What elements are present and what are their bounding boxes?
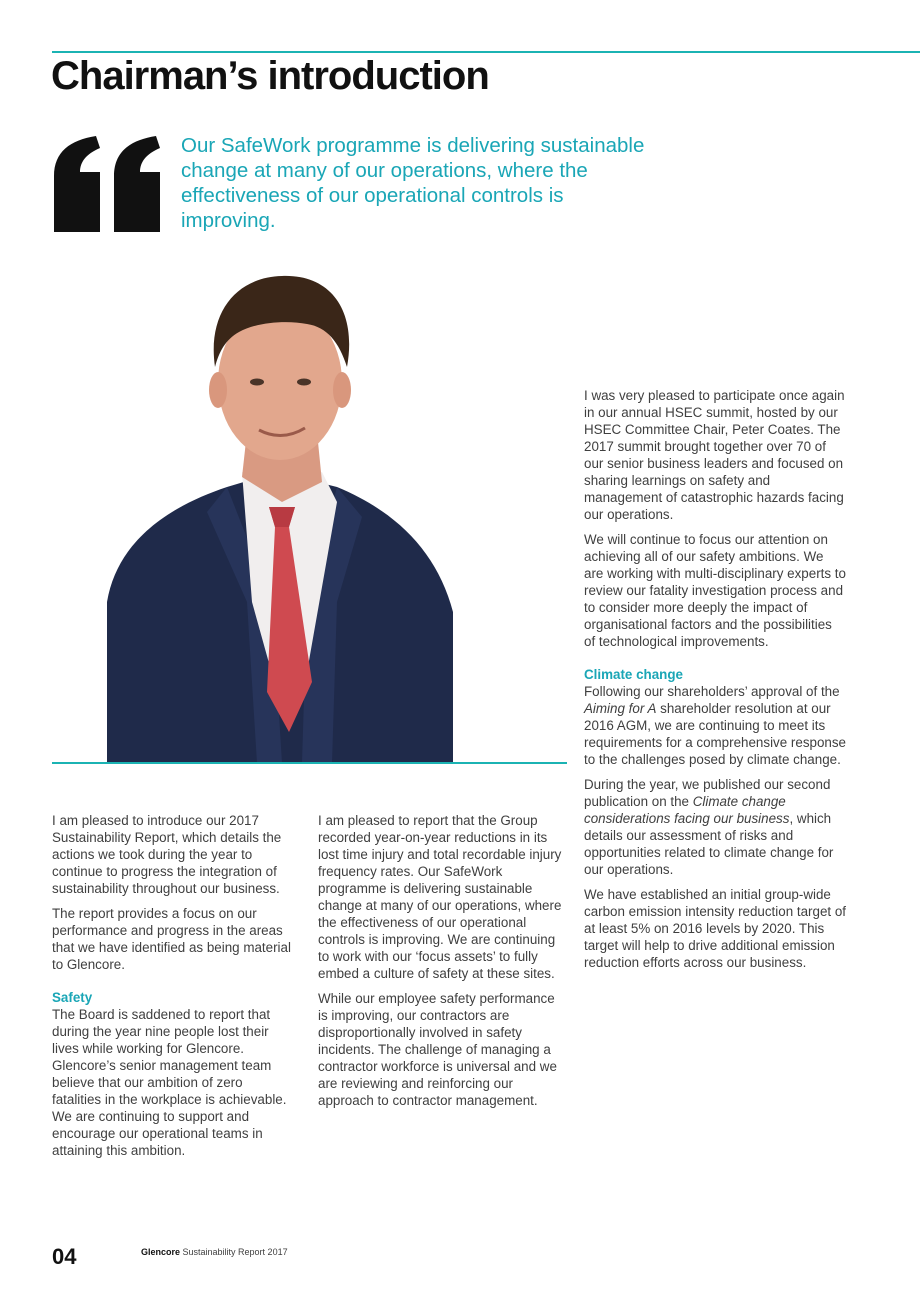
safety-paragraph: The Board is saddened to report that during the year nine people lost their lives while working for Glencore. Glencore’s senior management team believe that our ambition of zero fatalities in the workplace is achievable. We are continuing to support and encourage our operational teams in attaining this ambition. <box>52 1007 287 1158</box>
aiming-for-a-paragraph: Following our shareholders’ approval of the Aiming for A shareholder resolution at our 2016 AGM, we are continuing to meet its requirements for a comprehensive response to the challenges posed by climate change. <box>584 684 846 767</box>
photo-rule <box>52 762 567 764</box>
hsec-summit-paragraph: I was very pleased to participate once again in our annual HSEC summit, hosted by our HSEC Committee Chair, Peter Coates. The 2017 summit brought together over 70 of our senior business leaders and focused on sharing learnings on safety and management of catastrophic hazards facing our operations. <box>584 388 845 522</box>
column-1 <box>52 812 292 1167</box>
footer-report-title: Glencore Sustainability Report 2017 <box>141 1247 288 1257</box>
safety-heading: Safety <box>52 990 93 1005</box>
page-number: 04 <box>52 1244 77 1269</box>
climate-change-heading: Climate change <box>584 667 683 682</box>
injury-rates-paragraph: I am pleased to report that the Group recorded year-on-year reductions in its lost time injury and total recordable injury frequency rates. Our SafeWork programme is delivering sustainable change at many of our operations, where the effectiveness of our operational controls is improving. We are continuing to work with our ‘focus assets’ to fully embed a culture of safety at these sites. <box>318 813 562 981</box>
intro-paragraph: I am pleased to introduce our 2017 Sustainability Report, which details the actions we took during the year to continue to progress the integration of sustainability throughout our business. <box>52 813 282 896</box>
pull-quote: Our SafeWork programme is delivering sustainable change at many of our operations, where the effectiveness of our operational controls is improving. <box>181 134 645 232</box>
column-2 <box>318 812 568 1117</box>
quote-mark-icon <box>52 136 164 232</box>
column-3 <box>584 387 846 979</box>
contractor-paragraph: While our employee safety performance is improving, our contractors are disproportionally involved in safety incidents. The challenge of managing a contractor workforce is universal and we are reviewing and reinforcing our approach to contractor management. <box>318 991 557 1108</box>
chairman-portrait <box>107 272 453 763</box>
climate-publication-paragraph: During the year, we published our second publication on the Climate change considerations facing our business, which details our assessment of risks and opportunities related to climate change for our operations. <box>584 777 834 877</box>
report-focus-paragraph: The report provides a focus on our performance and progress in the areas that we have identified as being material to Glencore. <box>52 906 291 972</box>
emission-target-paragraph: We have established an initial group-wide carbon emission intensity reduction target of at least 5% on 2016 levels by 2020. This target will help to drive additional emission reduction efforts across our business. <box>584 887 847 970</box>
footer-brand: Glencore <box>141 1247 181 1257</box>
safety-ambitions-paragraph: We will continue to focus our attention on achieving all of our safety ambitions. We are working with multi-disciplinary experts to review our fatality investigation process and to consider more deeply the impact of organisational factors and the possibilities of technological improvements. <box>584 532 846 649</box>
page-title: Chairman’s introduction <box>51 54 489 98</box>
top-rule <box>52 51 920 53</box>
